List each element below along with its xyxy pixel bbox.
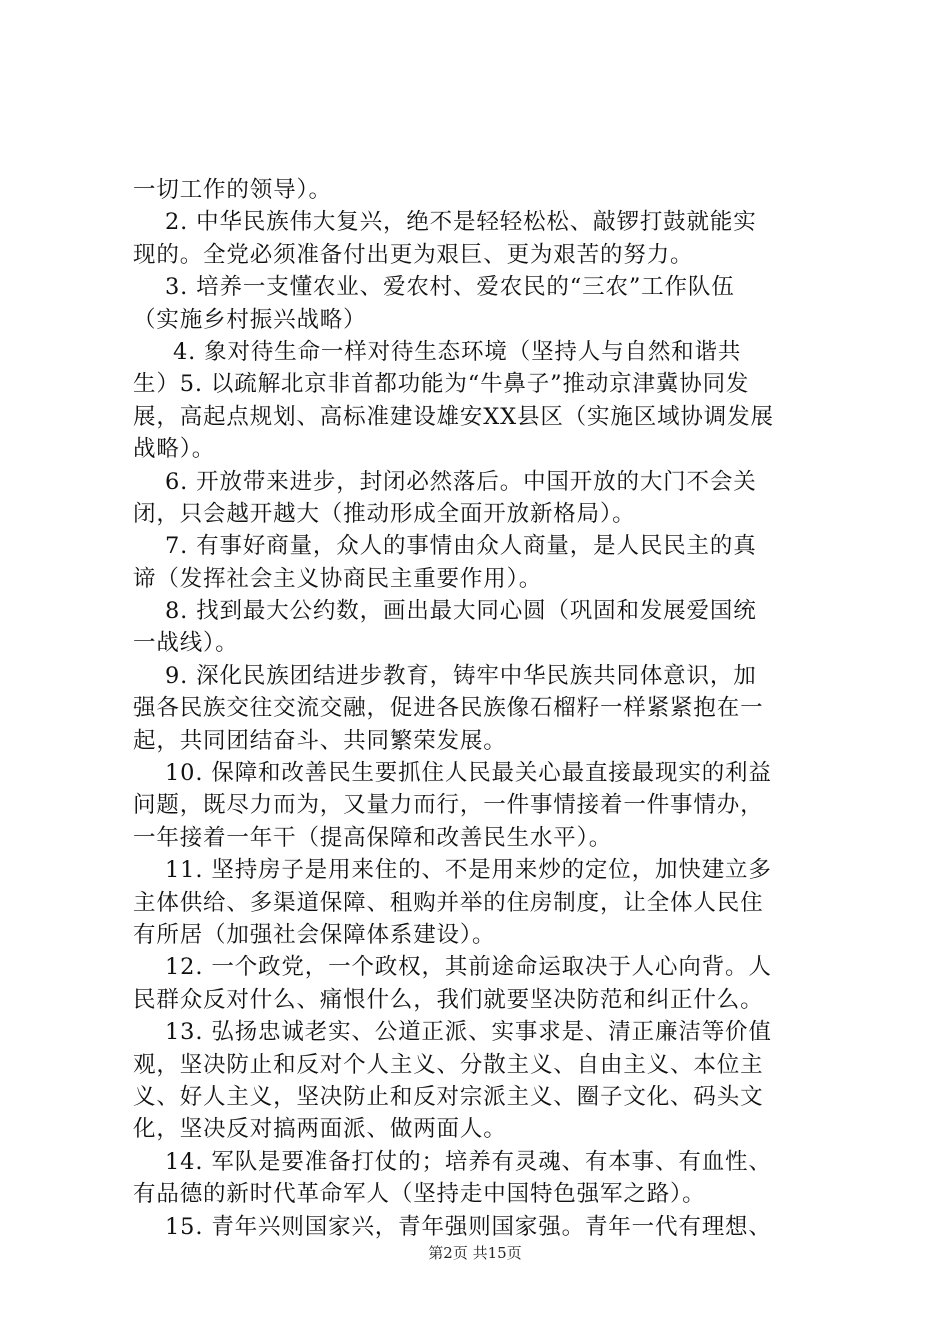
text-line: 4. 象对待生命一样对待生态环境（坚持人与自然和谐共 — [133, 338, 742, 365]
text-line: 7. 有事好商量，众人的事情由众人商量，是人民民主的真 — [133, 533, 757, 560]
page-number-footer: 第2页 共15页 — [428, 1244, 522, 1262]
text-line: 义、好人主义，坚决防止和反对宗派主义、圈子文化、码头文 — [133, 1083, 764, 1110]
text-line: 11. 坚持房子是用来住的、不是用来炒的定位，加快建立多 — [133, 857, 772, 884]
text-line: 2. 中华民族伟大复兴，绝不是轻轻松松、敲锣打鼓就能实 — [133, 209, 757, 236]
text-line: 9. 深化民族团结进步教育，铸牢中华民族共同体意识，加 — [133, 662, 757, 689]
text-line: 闭，只会越开越大（推动形成全面开放新格局）。 — [133, 500, 636, 527]
text-line: 8. 找到最大公约数，画出最大同心圆（巩固和发展爱国统 — [133, 598, 757, 625]
text-line: 战略）。 — [133, 436, 216, 463]
text-line: 谛（发挥社会主义协商民主重要作用）。 — [133, 565, 543, 592]
text-line: 有品德的新时代革命军人（坚持走中国特色强军之路）。 — [133, 1181, 706, 1208]
text-line: 观，坚决防止和反对个人主义、分散主义、自由主义、本位主 — [133, 1051, 764, 1078]
text-line: 有所居（加强社会保障体系建设）。 — [133, 921, 496, 948]
text-line: 10. 保障和改善民生要抓住人民最关心最直接最现实的利益 — [133, 760, 772, 787]
text-line: 15. 青年兴则国家兴，青年强则国家强。青年一代有理想、 — [133, 1213, 772, 1240]
text-line: 6. 开放带来进步，封闭必然落后。中国开放的大门不会关 — [133, 468, 757, 495]
text-line: 12. 一个政党，一个政权，其前途命运取决于人心向背。人 — [133, 954, 772, 981]
text-line: 一年接着一年干（提高保障和改善民生水平）。 — [133, 824, 613, 851]
text-line: 起，共同团结奋斗、共同繁荣发展。 — [133, 727, 507, 754]
text-line: 强各民族交往交流交融，促进各民族像石榴籽一样紧紧抱在一 — [133, 695, 764, 722]
text-line: 3. 培养一支懂农业、爱农村、爱农民的“三农”工作队伍 — [133, 274, 735, 301]
text-line: 14. 军队是要准备打仗的；培养有灵魂、有本事、有血性、 — [133, 1148, 772, 1175]
text-line: 化，坚决反对搞两面派、做两面人。 — [133, 1116, 507, 1143]
text-line: 展，高起点规划、高标准建设雄安XX县区（实施区域协调发展 — [133, 403, 774, 430]
document-body — [133, 174, 829, 1243]
text-line: 问题，既尽力而为，又量力而行，一件事情接着一件事情办， — [133, 792, 764, 819]
text-line: 主体供给、多渠道保障、租购并举的住房制度，让全体人民住 — [133, 889, 764, 916]
text-line: 民群众反对什么、痛恨什么，我们就要坚决防范和纠正什么。 — [133, 986, 764, 1013]
text-line: 一切工作的领导）。 — [133, 177, 332, 203]
text-line: （实施乡村振兴战略） — [133, 306, 367, 333]
text-line: 生）5. 以疏解北京非首都功能为“牛鼻子”推动京津冀协同发 — [133, 371, 750, 398]
text-line: 现的。全党必须准备付出更为艰巨、更为艰苦的努力。 — [133, 241, 694, 268]
text-line: 一战线）。 — [133, 630, 239, 657]
text-line: 13. 弘扬忠诚老实、公道正派、实事求是、清正廉洁等价值 — [133, 1019, 772, 1046]
